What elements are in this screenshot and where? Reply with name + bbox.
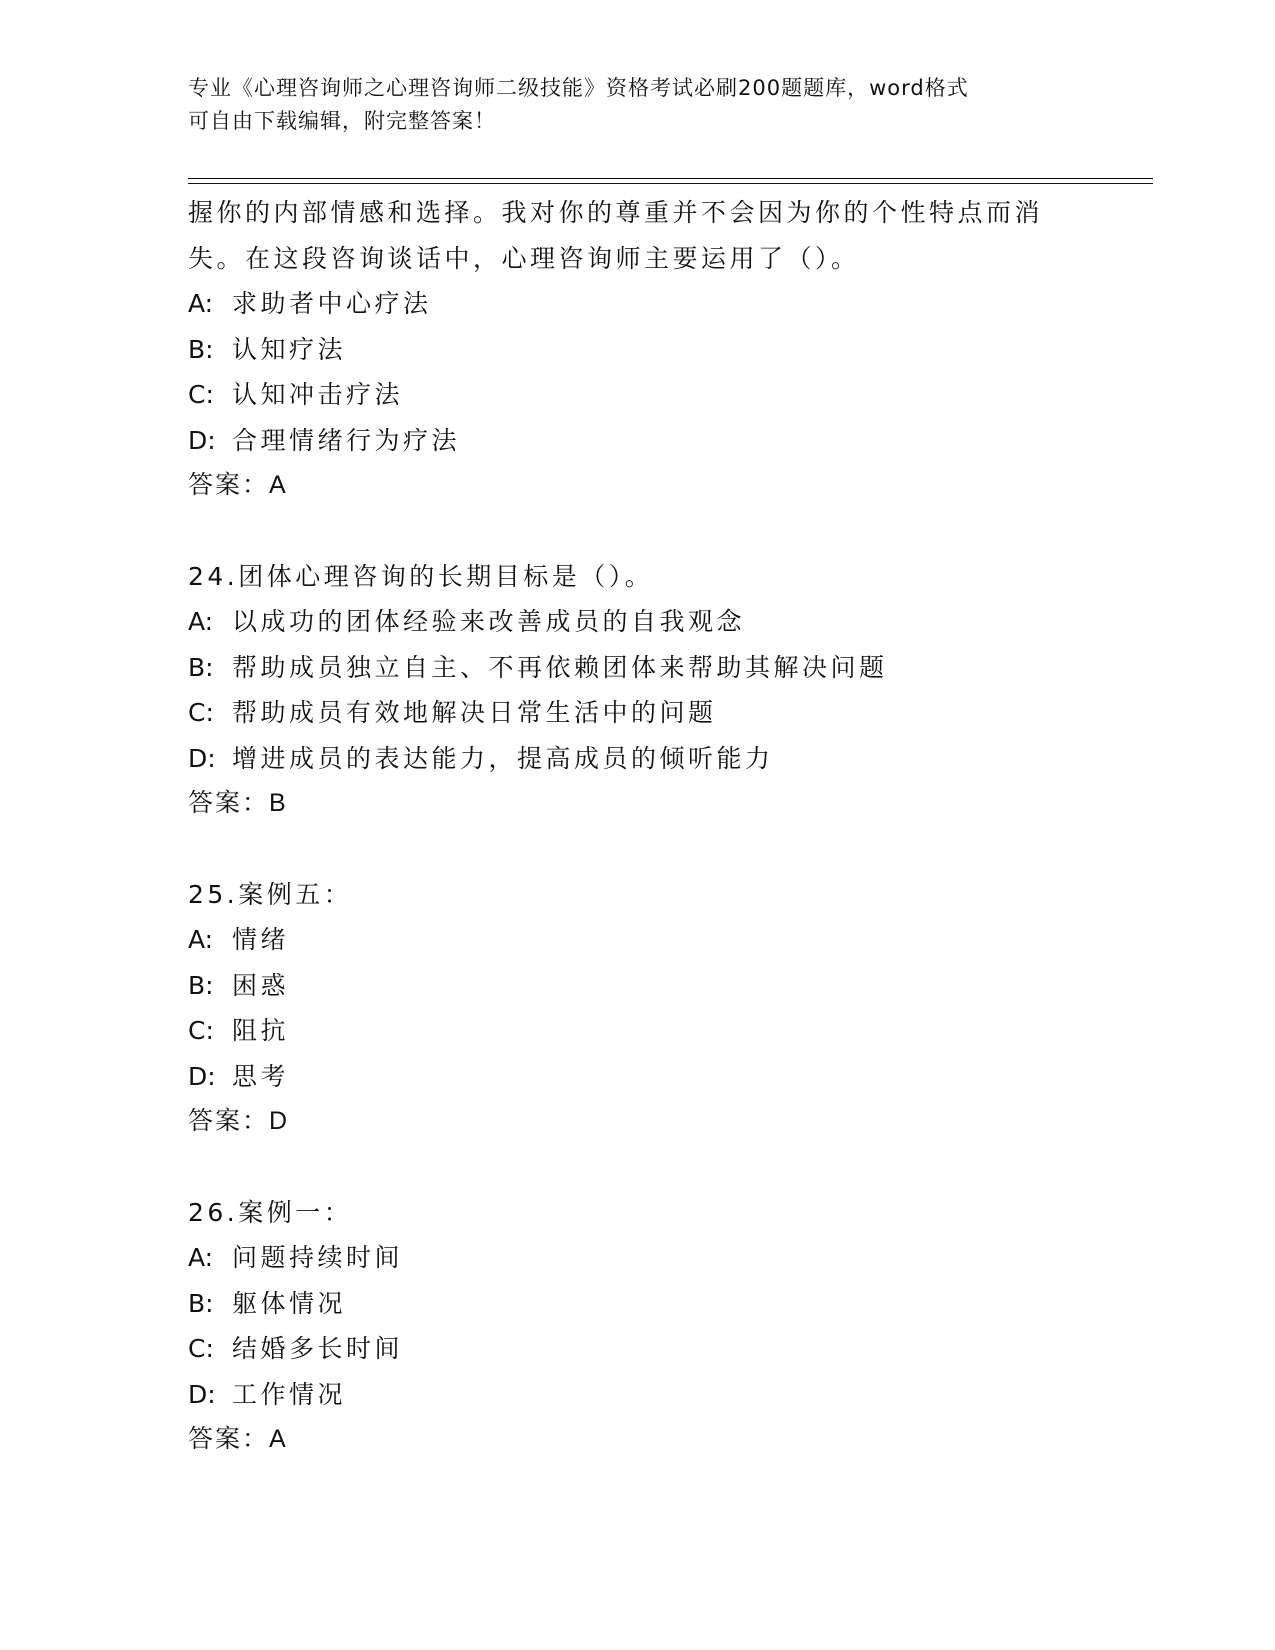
option-b xyxy=(188,327,1088,373)
option-letter: C: xyxy=(188,1016,214,1045)
header-line-2: 可自由下载编辑，附完整答案！ xyxy=(188,109,496,133)
option-d xyxy=(188,1054,1088,1100)
option-text: 阻抗 xyxy=(232,1016,290,1045)
spacer xyxy=(188,509,1088,554)
option-text: 合理情绪行为疗法 xyxy=(232,425,461,455)
question-stem-line: 失。在这段咨询谈话中，心理咨询师主要运用了（）。 xyxy=(188,243,860,273)
option-b xyxy=(188,1281,1088,1327)
question-stem-line: 握你的内部情感和选择。我对你的尊重并不会因为你的个性特点而消 xyxy=(188,198,1044,227)
option-letter: D: xyxy=(188,425,216,455)
document-body xyxy=(188,190,1088,1463)
option-text: 工作情况 xyxy=(232,1379,347,1409)
option-letter: B: xyxy=(188,970,214,1000)
option-a xyxy=(188,599,1088,645)
option-letter: A: xyxy=(188,1243,214,1272)
option-letter: A: xyxy=(188,607,214,636)
option-letter: C: xyxy=(188,380,214,409)
spacer xyxy=(188,827,1088,872)
option-b xyxy=(188,645,1088,691)
option-letter: A: xyxy=(188,289,214,318)
header-rule-bottom xyxy=(188,183,1153,184)
option-letter: B: xyxy=(188,1288,214,1318)
option-d xyxy=(188,736,1088,782)
option-letter: C: xyxy=(188,1334,214,1363)
question-stem: 25.案例五： xyxy=(188,879,353,909)
option-a xyxy=(188,917,1088,963)
question-continuation xyxy=(188,190,1088,509)
option-letter: D: xyxy=(188,743,216,773)
option-text: 认知疗法 xyxy=(232,334,347,364)
answer-line: 答案：A xyxy=(188,1425,288,1453)
option-c xyxy=(188,690,1088,736)
document-header xyxy=(188,72,1068,138)
header-rule-top xyxy=(188,178,1153,179)
option-letter: A: xyxy=(188,925,214,954)
spacer xyxy=(188,1145,1088,1190)
option-d xyxy=(188,418,1088,464)
option-letter: D: xyxy=(188,1061,216,1091)
option-text: 帮助成员有效地解决日常生活中的问题 xyxy=(232,698,717,727)
option-text: 求助者中心疗法 xyxy=(232,289,432,318)
question-stem: 24.团体心理咨询的长期目标是（）。 xyxy=(188,561,654,591)
option-d xyxy=(188,1372,1088,1418)
option-text: 思考 xyxy=(232,1061,290,1091)
option-text: 结婚多长时间 xyxy=(232,1334,404,1363)
option-text: 以成功的团体经验来改善成员的自我观念 xyxy=(232,607,746,636)
option-text: 认知冲击疗法 xyxy=(232,380,404,409)
option-text: 情绪 xyxy=(232,925,290,954)
option-text: 增进成员的表达能力，提高成员的倾听能力 xyxy=(232,743,774,773)
option-letter: B: xyxy=(188,652,214,682)
option-text: 问题持续时间 xyxy=(232,1243,404,1272)
answer-line: 答案：A xyxy=(188,471,288,499)
option-letter: C: xyxy=(188,698,214,727)
option-c xyxy=(188,372,1088,418)
option-text: 困惑 xyxy=(232,970,290,1000)
option-letter: B: xyxy=(188,334,214,364)
option-letter: D: xyxy=(188,1379,216,1409)
question-24 xyxy=(188,554,1088,827)
question-25 xyxy=(188,872,1088,1145)
answer-line: 答案：B xyxy=(188,789,288,817)
question-stem: 26.案例一： xyxy=(188,1197,353,1227)
header-line-1: 专业《心理咨询师之心理咨询师二级技能》资格考试必刷200题题库，word格式 xyxy=(188,76,969,100)
option-c xyxy=(188,1326,1088,1372)
option-a xyxy=(188,1235,1088,1281)
option-text: 躯体情况 xyxy=(232,1288,347,1318)
option-a xyxy=(188,281,1088,327)
answer-line: 答案：D xyxy=(188,1107,290,1135)
option-b xyxy=(188,963,1088,1009)
question-26 xyxy=(188,1190,1088,1463)
option-c xyxy=(188,1008,1088,1054)
option-text: 帮助成员独立自主、不再依赖团体来帮助其解决问题 xyxy=(232,652,888,682)
